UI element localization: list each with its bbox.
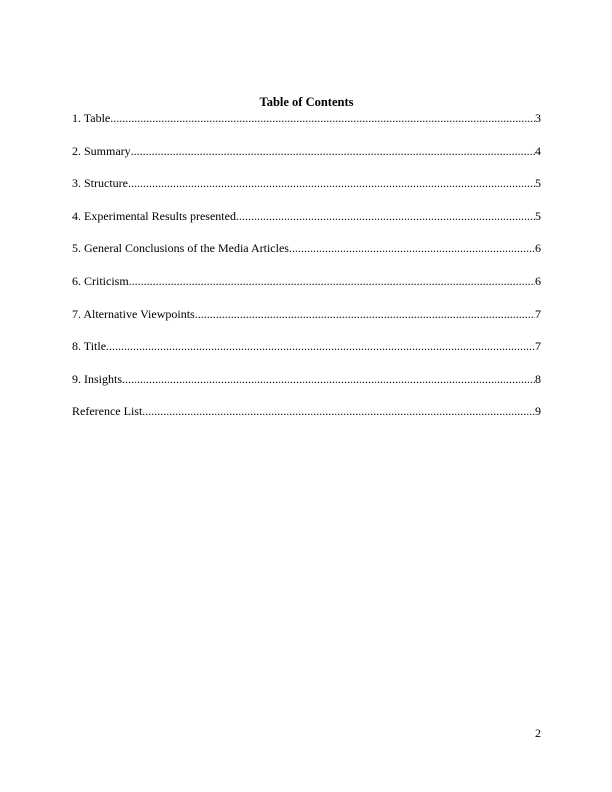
toc-dot-leader <box>122 372 535 387</box>
toc-dot-leader <box>131 144 535 159</box>
toc-entry-page-number: 4 <box>535 143 541 158</box>
toc-entry[interactable] <box>72 274 541 307</box>
toc-entry-page-number: 6 <box>535 273 541 288</box>
toc-entry-page-number: 7 <box>535 339 541 354</box>
toc-dot-leader <box>236 209 535 224</box>
toc-entry-page-number: 7 <box>535 306 541 321</box>
page-content <box>72 94 541 437</box>
toc-entry-label: 5. General Conclusions of the Media Articles <box>72 241 289 256</box>
toc-dot-leader <box>195 307 535 322</box>
toc-entry-label: Reference List <box>72 404 143 419</box>
toc-entry[interactable] <box>72 111 541 144</box>
toc-entry[interactable] <box>72 241 541 274</box>
toc-entry-label: 1. Table <box>72 111 111 125</box>
toc-entry[interactable] <box>72 144 541 177</box>
toc-entry[interactable] <box>72 209 541 242</box>
toc-entry-label: 2. Summary <box>72 143 131 158</box>
toc-entry-label: 7. Alternative Viewpoints <box>72 306 195 321</box>
toc-entry[interactable] <box>72 176 541 209</box>
toc-entry-label: 4. Experimental Results presented <box>72 208 236 223</box>
toc-entry[interactable] <box>72 307 541 340</box>
footer-page-number: 2 <box>535 726 541 740</box>
toc-dot-leader <box>128 176 535 191</box>
toc-entry-page-number: 5 <box>535 176 541 191</box>
toc-entry-page-number: 5 <box>535 208 541 223</box>
toc-entry-label: 8. Title <box>72 339 107 354</box>
toc-dot-leader <box>289 241 535 256</box>
toc-entry-page-number: 9 <box>535 404 541 419</box>
toc-entry-page-number: 3 <box>535 111 541 125</box>
toc-entry-label: 3. Structure <box>72 176 128 191</box>
toc-entry-page-number: 6 <box>535 241 541 256</box>
toc-entry[interactable] <box>72 339 541 372</box>
toc-entry[interactable] <box>72 372 541 405</box>
toc-dot-leader <box>106 339 535 354</box>
page-title: Table of Contents <box>259 95 354 109</box>
toc-dot-leader <box>110 111 535 126</box>
toc-entry-page-number: 8 <box>535 371 541 386</box>
toc-entry[interactable] <box>72 404 541 437</box>
toc-entry-label: 9. Insights <box>72 371 123 386</box>
toc-entry-label: 6. Criticism <box>72 273 129 288</box>
toc-dot-leader <box>129 274 535 289</box>
toc-dot-leader <box>142 404 535 419</box>
toc-list <box>72 111 541 437</box>
